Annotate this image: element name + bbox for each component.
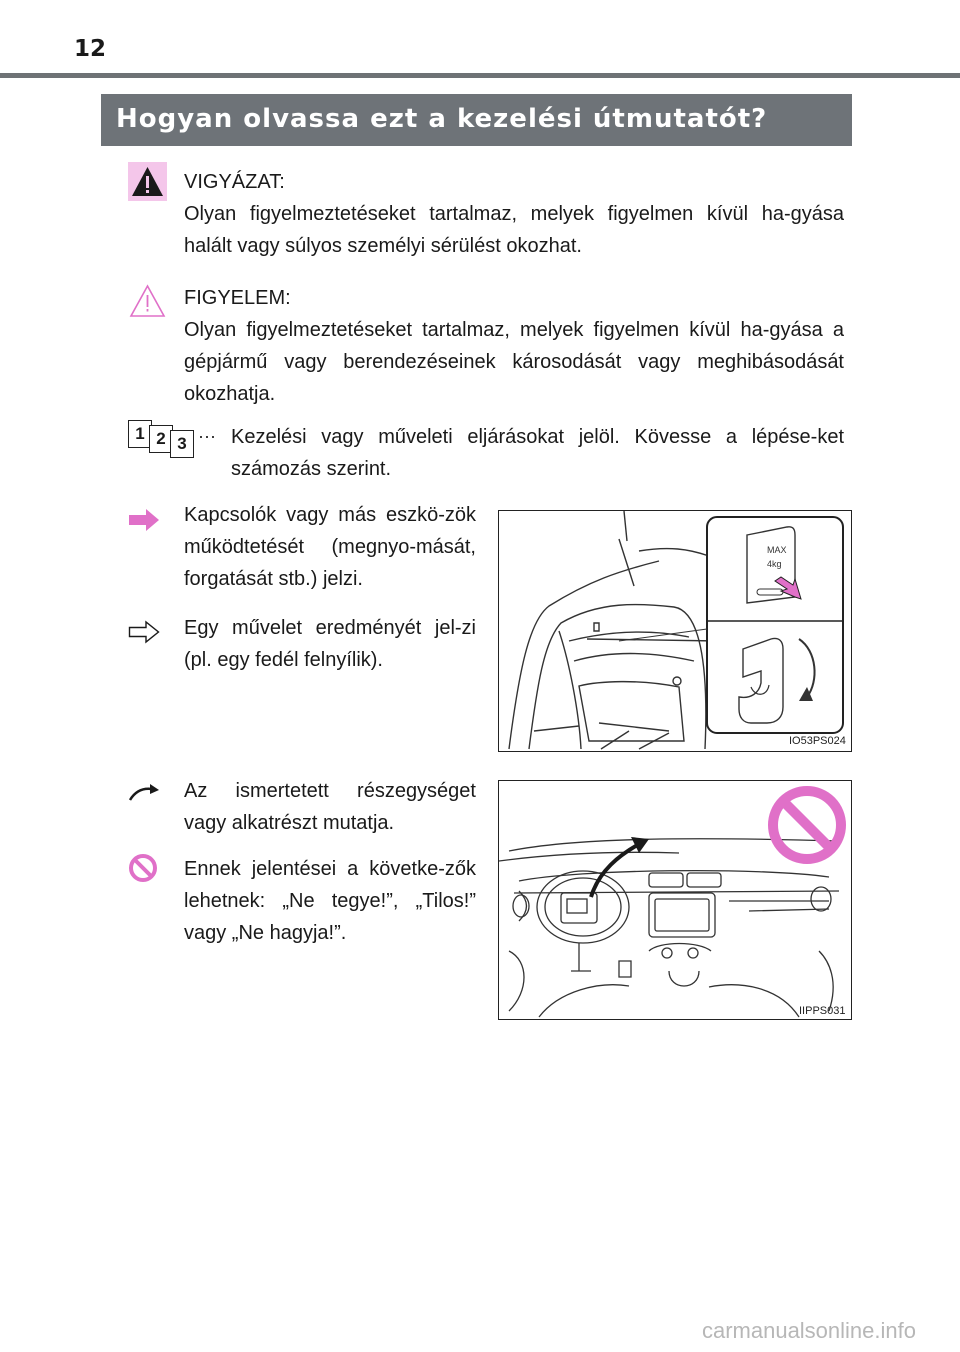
dashboard-illustration	[498, 780, 852, 1020]
step-number-3: 3	[170, 430, 194, 458]
pointer-arrow-text: Az ismertetett részegységet vagy alkatrészt mutatja.	[184, 780, 476, 834]
step-number-1: 1	[128, 420, 152, 448]
warning-triangle-filled-icon	[128, 162, 167, 201]
step-number-2: 2	[149, 425, 173, 453]
section-title: Hogyan olvassa ezt a kezelési útmutatót?	[116, 104, 768, 134]
figure2-code: IIPPS031	[799, 1005, 846, 1017]
watermark-text: carmanualsonline.info	[701, 1318, 916, 1343]
steps-text: Kezelési vagy műveleti eljárásokat jelöl. Kövesse a lépése-ket számozás szerint.	[231, 426, 844, 480]
step-number-icons	[128, 420, 218, 456]
trunk-illustration	[498, 510, 852, 752]
notice-block	[184, 282, 844, 410]
figure-label-max: MAX	[767, 545, 787, 555]
figure-label-load: 4kg	[767, 559, 782, 569]
top-divider	[0, 73, 960, 78]
filled-arrow-icon	[128, 508, 160, 532]
warning-text: Olyan figyelmeztetéseket tartalmaz, melyek figyelmen kívül ha-gyása halált vagy súlyos személyi sérülést okozhat.	[184, 203, 844, 257]
warning-heading: VIGYÁZAT:	[184, 171, 285, 193]
section-header	[101, 94, 852, 146]
page-number: 12	[74, 36, 107, 62]
operation-arrow-text: Kapcsolók vagy más eszkö-zök működtetését (megnyo-mását, forgatását stb.) jelzi.	[184, 504, 476, 590]
step-ellipsis: ···	[198, 426, 216, 446]
warning-block	[184, 166, 844, 262]
notice-text: Olyan figyelmeztetéseket tartalmaz, melyek figyelmen kívül ha-gyása a gépjármű vagy berendezéseinek károsodását vagy meghibásodását okozhatja.	[184, 319, 844, 405]
prohibition-text: Ennek jelentései a követke-zők lehetnek: „Ne tegye!”, „Tilos!” vagy „Ne hagyja!”.	[184, 858, 476, 944]
figure1-code: IO53PS024	[789, 735, 846, 747]
result-arrow-text: Egy művelet eredményét jel-zi (pl. egy fedél felnyílik).	[184, 617, 476, 671]
notice-heading: FIGYELEM:	[184, 287, 291, 309]
prohibition-icon	[128, 853, 158, 883]
curved-pointer-arrow-icon	[128, 782, 160, 802]
warning-triangle-outline-icon	[128, 283, 167, 319]
outline-arrow-icon	[128, 620, 160, 644]
